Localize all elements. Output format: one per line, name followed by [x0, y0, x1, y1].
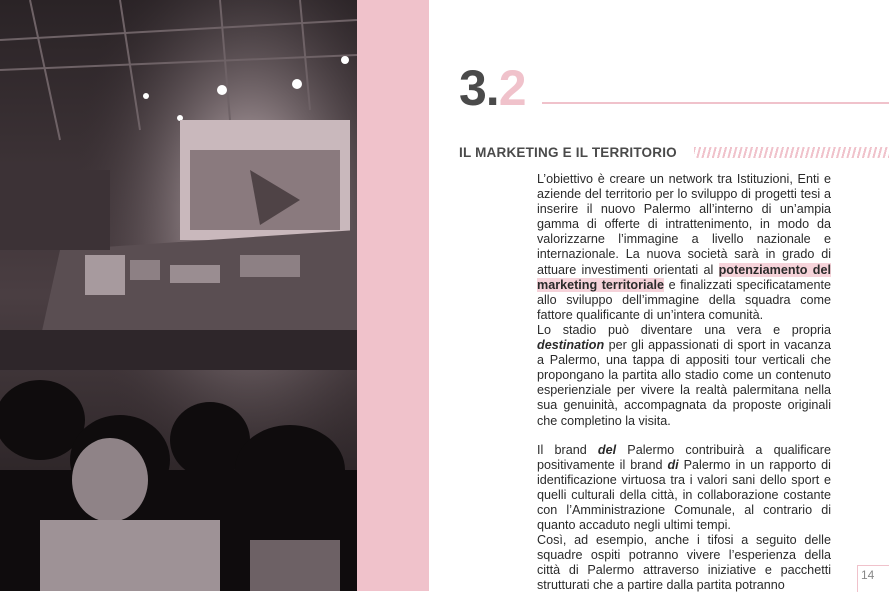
page-number: 14	[861, 568, 875, 582]
arena-photo	[0, 0, 357, 591]
title-hatch-decoration	[694, 147, 889, 158]
chapter-number	[459, 58, 526, 118]
paragraph-3	[537, 443, 831, 534]
p3-c: Palermo contribuirà a qualificare positivamente il brand	[537, 442, 831, 472]
section-title: IL MARKETING E IL TERRITORIO	[459, 145, 677, 160]
accent-band	[357, 0, 429, 591]
di-emphasis: di	[667, 457, 679, 472]
paragraph-4: Così, ad esempio, anche i tifosi a seguito delle squadre ospiti potranno vivere l’esperienza della città di Palermo attraverso iniziative e pacchetti strutturati che a partire dalla partita potranno	[537, 533, 831, 593]
paragraph-2	[537, 323, 831, 429]
paragraph-2-start: Lo stadio può diventare una vera e propria	[537, 322, 831, 337]
del-emphasis: del	[597, 442, 617, 457]
chapter-number-main: 3.	[459, 60, 499, 116]
paragraph-1-text: L’obiettivo è creare un network tra Istituzioni, Enti e aziende del territorio per lo sviluppo di progetti tesi a inserire il nuovo Palermo all’interno di un’ampia gamma di offerte di intrattenimento, in modo da valorizzarne l’immagine a livello nazionale e internazionale. La nuova società sarà in grado di attuare investimenti orientati al	[537, 172, 831, 277]
paragraph-2-end: per gli appassionati di sport in vacanza a Palermo, una tappa di appositi tour verticali che propongano la partita allo stadio come un contenuto esperienziale per vivere la realtà palermitana nella sua genuinità, accompagnata da proposte originali che completino la visita.	[537, 338, 831, 428]
chapter-number-sub: 2	[498, 60, 526, 116]
destination-emphasis: destination	[537, 338, 605, 353]
title-rule	[542, 102, 889, 104]
p3-e: Palermo in un rapporto di identificazione virtuosa tra i valori sani dello sport e quelli culturali della città, in collaborazione costante con l’Amministrazione Comunale, al contrario di quanto accaduto negli ultimi tempi.	[537, 457, 831, 533]
p3-a: Il brand	[537, 442, 598, 457]
paragraph-1	[537, 172, 831, 323]
paragraph-1-end: e finalizzati specificatamente allo sviluppo dell’immagine della squadra come fattore qualificante di un’intera comunità.	[537, 277, 831, 322]
body-text	[537, 172, 831, 594]
highlight-marketing: potenziamento del marketing territoriale	[537, 262, 831, 292]
